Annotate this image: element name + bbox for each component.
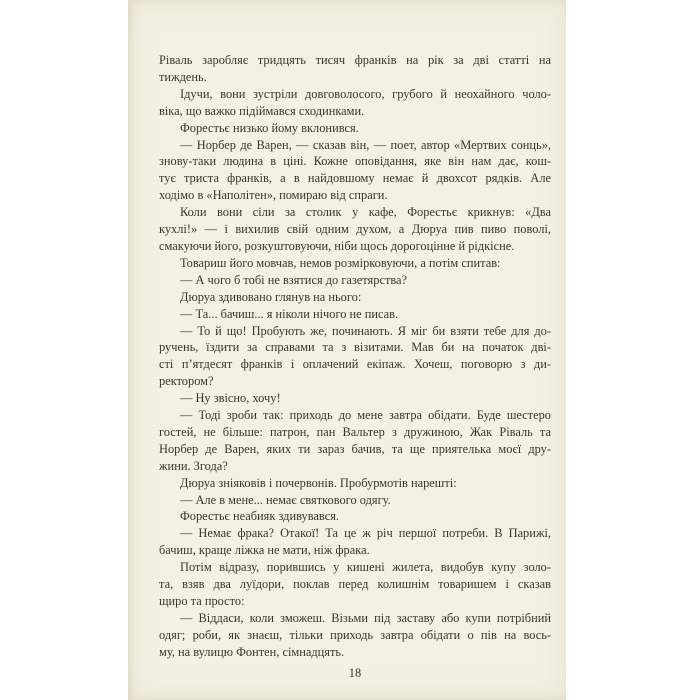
text-line: — Норбер де Варен, — сказав він, — поет, автор «Мертвих сонць»,	[180, 137, 551, 152]
text-line: гостей, не більше: патрон, пан Вальтер з дружиною, Жак Ріваль та	[159, 424, 551, 439]
text-line: жини. Згода?	[159, 458, 228, 473]
text-line: ручень, їздити за справами та з візитами. Мав би на початок дві-	[159, 340, 551, 355]
text-line: тує триста франків, а в найдовшому немає й двохсот рядків. Але	[159, 171, 551, 186]
text-line: ходімо в «Наполітен», помираю від спраги.	[159, 188, 388, 203]
text-line: Потім відразу, порившись у кишені жилета, видобув купу золо-	[180, 560, 551, 575]
text-line: сті п’ятдесят франків і оплачений екіпаж. Хочеш, поговорю з ди-	[159, 357, 551, 372]
text-line: Ідучи, вони зустріли довговолосого, грубого й неохайного чоло-	[180, 86, 551, 101]
text-line: віка, що важко підіймався сходинками.	[159, 103, 365, 118]
text-line: — А чого б тобі не взятися до газетярства?	[180, 272, 408, 287]
text-line: смакуючи його, розкуштовуючи, ніби щось дорогоцінне й рідкісне.	[159, 238, 515, 253]
text-line: — Але в мене... немає святкового одягу.	[180, 492, 391, 507]
text-line: Дюруа зніяковів і почервонів. Пробурмотів нарешті:	[180, 475, 457, 490]
text-line: — Та... бачиш... я ніколи нічого не писав.	[180, 306, 399, 321]
text-line: — Віддаси, коли зможеш. Візьми під заставу або купи потрібний	[180, 610, 551, 625]
text-line: — Немає фрака? Отакої! Та це ж річ першої потреби. В Парижі,	[180, 526, 551, 541]
text-line: Норбер де Варен, яких ти зараз бачив, та ще приятелька моєї дру-	[159, 441, 551, 456]
text-line: Форестьє неабияк здивувався.	[180, 509, 339, 524]
page-number: 18	[348, 666, 362, 680]
text-line: Форестьє низько йому вклонився.	[180, 120, 359, 135]
text-line: одяг; роби, як знаєш, тільки приходь завтра обідати о пів на вось-	[159, 627, 551, 642]
text-line: тиждень.	[159, 69, 207, 84]
text-line: кухлі!» — і вихилив свій одним духом, а Дюруа пив пиво поволі,	[159, 222, 551, 237]
text-line: му, на вулицю Фонтен, сімнадцять.	[159, 644, 345, 659]
text-line: — Тоді зроби так: приходь до мене завтра обідати. Буде шестеро	[180, 408, 551, 423]
text-line: бачиш, краще ліжка не мати, ніж фрака.	[159, 543, 370, 558]
text-lines	[159, 52, 551, 661]
text-line: Товариш його мовчав, немов розмірковуючи, а потім спитав:	[180, 255, 501, 270]
text-line: щиро та просто:	[159, 594, 245, 608]
text-line: Коли вони сіли за столик у кафе, Форестьє крикнув: «Два	[180, 205, 551, 220]
text-line: — Ну звісно, хочу!	[180, 391, 281, 406]
text-line: ректором?	[159, 374, 214, 389]
text-line: — То й що! Пробують же, починають. Я міг би взяти тебе для до-	[180, 323, 551, 338]
text-line: та, взяв два луїдори, поклав перед колишнім товаришем і сказав	[159, 577, 551, 592]
text-line: знову-таки людина в ціні. Кожне оповідання, яке він нам дає, кош-	[159, 154, 551, 169]
book-page	[128, 0, 566, 700]
text-line: Дюруа здивовано глянув на нього:	[180, 289, 362, 304]
text-line: Ріваль заробляє тридцять тисяч франків на рік за дві статті на	[159, 53, 551, 67]
